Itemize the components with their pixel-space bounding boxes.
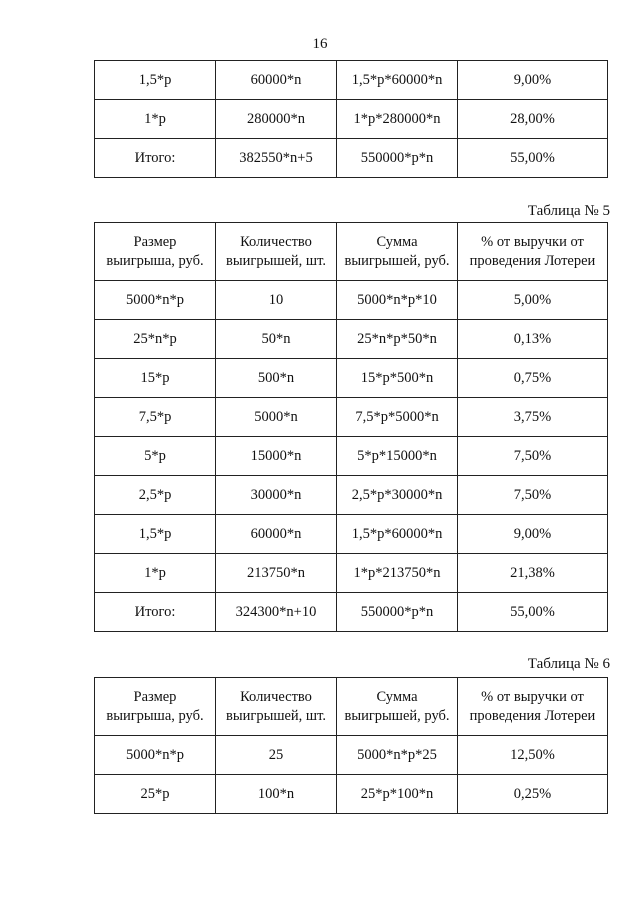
table-row: [95, 775, 608, 814]
cell-revenue-percent: 7,50%: [458, 437, 608, 476]
cell-revenue-percent: 28,00%: [458, 100, 608, 139]
table-row: [95, 398, 608, 437]
prize-table-continued: [94, 60, 608, 178]
prize-table-6-body: [95, 736, 608, 814]
cell-revenue-percent: 9,00%: [458, 61, 608, 100]
cell-revenue-percent: 3,75%: [458, 398, 608, 437]
cell-prize-sum: 550000*р*n: [337, 139, 458, 178]
table-row: [95, 61, 608, 100]
table-row: [95, 359, 608, 398]
cell-revenue-percent: 0,25%: [458, 775, 608, 814]
prize-table-5-body: [95, 281, 608, 632]
cell-prize-count: 60000*n: [216, 61, 337, 100]
cell-prize-count: 500*n: [216, 359, 337, 398]
header-revenue-percent: % от выручки от проведения Лотереи: [458, 223, 608, 281]
header-prize-count: Количество выигрышей, шт.: [216, 678, 337, 736]
header-prize-count: Количество выигрышей, шт.: [216, 223, 337, 281]
cell-prize-sum: 2,5*р*30000*n: [337, 476, 458, 515]
cell-prize-size: 5000*n*р: [95, 281, 216, 320]
cell-prize-sum: 1*р*213750*n: [337, 554, 458, 593]
header-prize-sum: Сумма выигрышей, руб.: [337, 223, 458, 281]
cell-prize-sum: 25*р*100*n: [337, 775, 458, 814]
total-row: [95, 139, 608, 178]
prize-table-6: [94, 677, 608, 814]
cell-prize-size: 1*р: [95, 100, 216, 139]
cell-revenue-percent: 55,00%: [458, 139, 608, 178]
cell-revenue-percent: 0,13%: [458, 320, 608, 359]
cell-prize-size: 1,5*р: [95, 515, 216, 554]
total-row: [95, 593, 608, 632]
header-prize-size: Размер выигрыша, руб.: [95, 223, 216, 281]
table-row: [95, 437, 608, 476]
cell-prize-sum: 1,5*р*60000*n: [337, 515, 458, 554]
cell-prize-size: Итого:: [95, 593, 216, 632]
cell-prize-count: 25: [216, 736, 337, 775]
cell-prize-count: 15000*n: [216, 437, 337, 476]
table-5-caption: Таблица № 5: [527, 203, 610, 219]
header-row: [95, 678, 608, 736]
header-prize-size: Размер выигрыша, руб.: [95, 678, 216, 736]
cell-revenue-percent: 55,00%: [458, 593, 608, 632]
cell-prize-count: 30000*n: [216, 476, 337, 515]
cell-prize-count: 50*n: [216, 320, 337, 359]
cell-revenue-percent: 21,38%: [458, 554, 608, 593]
cell-revenue-percent: 7,50%: [458, 476, 608, 515]
cell-prize-size: 2,5*р: [95, 476, 216, 515]
cell-prize-size: 25*n*р: [95, 320, 216, 359]
table-row: [95, 320, 608, 359]
table-row: [95, 554, 608, 593]
cell-prize-sum: 25*n*р*50*n: [337, 320, 458, 359]
cell-prize-sum: 15*р*500*n: [337, 359, 458, 398]
cell-prize-sum: 550000*р*n: [337, 593, 458, 632]
cell-revenue-percent: 5,00%: [458, 281, 608, 320]
cell-prize-size: 1,5*р: [95, 61, 216, 100]
cell-prize-sum: 5*р*15000*n: [337, 437, 458, 476]
table-row: [95, 476, 608, 515]
table-6-caption: Таблица № 6: [527, 656, 610, 672]
cell-prize-count: 382550*n+5: [216, 139, 337, 178]
cell-prize-size: 5000*n*р: [95, 736, 216, 775]
cell-revenue-percent: 9,00%: [458, 515, 608, 554]
prize-table-6-header: [95, 678, 608, 736]
cell-prize-sum: 1*р*280000*n: [337, 100, 458, 139]
prize-table-5-header: [95, 223, 608, 281]
table-row: [95, 515, 608, 554]
page-number: 16: [312, 36, 328, 52]
cell-prize-count: 324300*n+10: [216, 593, 337, 632]
cell-prize-count: 100*n: [216, 775, 337, 814]
cell-prize-sum: 5000*n*р*25: [337, 736, 458, 775]
cell-prize-count: 213750*n: [216, 554, 337, 593]
cell-revenue-percent: 0,75%: [458, 359, 608, 398]
cell-prize-sum: 7,5*р*5000*n: [337, 398, 458, 437]
cell-prize-size: 15*р: [95, 359, 216, 398]
cell-prize-size: 5*р: [95, 437, 216, 476]
header-row: [95, 223, 608, 281]
cell-prize-size: 25*р: [95, 775, 216, 814]
cell-revenue-percent: 12,50%: [458, 736, 608, 775]
cell-prize-sum: 1,5*р*60000*n: [337, 61, 458, 100]
cell-prize-count: 60000*n: [216, 515, 337, 554]
cell-prize-count: 5000*n: [216, 398, 337, 437]
cell-prize-count: 280000*n: [216, 100, 337, 139]
cell-prize-sum: 5000*n*р*10: [337, 281, 458, 320]
cell-prize-count: 10: [216, 281, 337, 320]
table-row: [95, 281, 608, 320]
header-revenue-percent: % от выручки от проведения Лотереи: [458, 678, 608, 736]
cell-prize-size: 1*р: [95, 554, 216, 593]
header-prize-sum: Сумма выигрышей, руб.: [337, 678, 458, 736]
prize-table-5: [94, 222, 608, 632]
prize-table-continued-body: [95, 61, 608, 178]
table-row: [95, 736, 608, 775]
cell-prize-size: 7,5*р: [95, 398, 216, 437]
table-row: [95, 100, 608, 139]
cell-prize-size: Итого:: [95, 139, 216, 178]
